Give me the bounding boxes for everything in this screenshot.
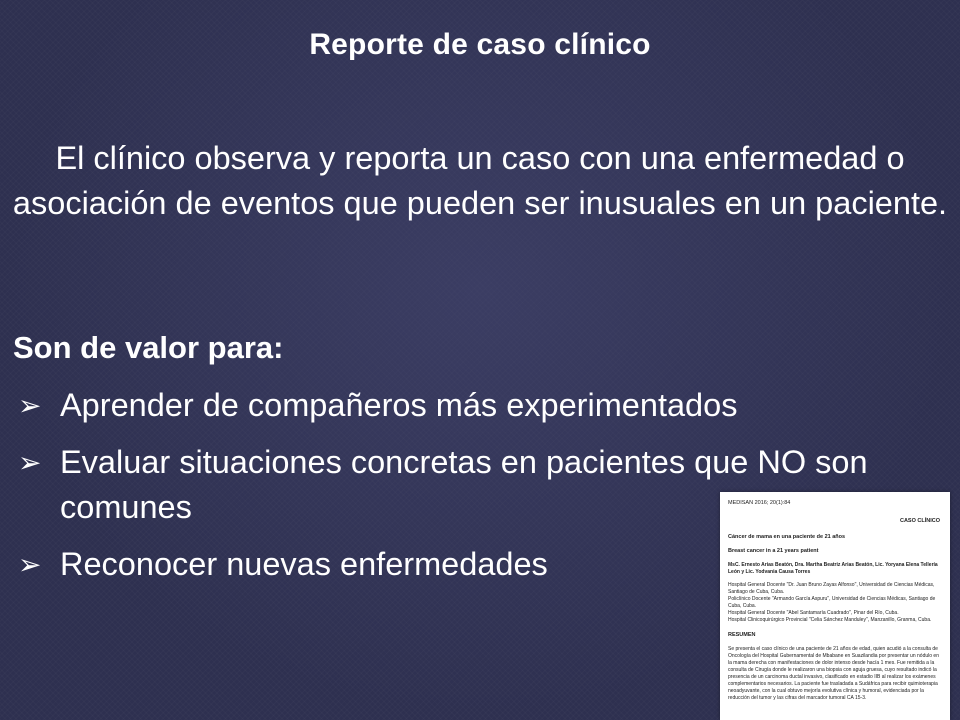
abstract-text: Se presenta el caso clínico de una paciente de 21 años de edad, quien acudió a la consulta de Oncología del Hospital Gubernamental de Mbabane en Suazilandia por presentar un nódulo en la mama derecha con manifestaciones de dolor intenso desde hacía 1 mes. Fue remitida a la consulta de Cirugía donde le realizaron una biopsia con aguja gruesa, cuyo resultado indicó la presencia de un carcinoma ductal invasivo, clasificado en estadio IIB al realizar los exámenes complementarios necesarios. La paciente fue trasladada a Sudáfrica para recibir quimioterapia neoadyuvante, con la cual obtuvo mejoría evolutiva clínica y humoral, evidenciada por la reducción del tumor y las cifras del marcador tumoral CA 15-3. — [728, 646, 939, 701]
affiliation: Hospital Clinicoquirúrgico Provincial "Celia Sánchez Manduley", Manzanillo, Granma, Cuba. — [728, 617, 932, 623]
arrow-bullet-icon: ➢ — [18, 390, 42, 421]
bullet-item — [18, 383, 953, 428]
bullet-text: Reconocer nuevas enfermedades — [60, 546, 548, 582]
article-authors: MsC. Ernesto Arias Beatón, Dra. Martha Beatriz Arias Beatón, Lic. Yoryana Elena Tellería León y Lic. Yodvania Causa Torres — [728, 562, 938, 575]
article-type: CASO CLÍNICO — [899, 518, 940, 524]
section-heading: Son de valor para: — [13, 330, 284, 365]
slide-subtitle: El clínico observa y reporta un caso con una enfermedad o asociación de eventos que pueden ser inusuales en un paciente. — [12, 140, 948, 221]
article-title-es: Cáncer de mama en una paciente de 21 años — [728, 534, 846, 540]
affiliation: Hospital General Docente "Dr. Juan Bruno Zayas Alfonso", Universidad de Ciencias Médicas, Santiago de Cuba, Cuba. — [728, 582, 935, 595]
slide-title: Reporte de caso clínico — [309, 28, 651, 61]
article-title-en: Breast cancer in a 21 years patient — [728, 548, 819, 554]
bullet-text: Aprender de compañeros más experimentados — [60, 387, 738, 423]
affiliation: Policlínico Docente "Armando García Aspuru", Universidad de Ciencias Médicas, Santiago de Cuba, Cuba. — [728, 596, 936, 609]
affiliation: Hospital General Docente "Abel Santamaría Cuadrado", Pinar del Río, Cuba. — [728, 610, 899, 616]
article-thumbnail — [720, 492, 950, 720]
abstract-heading: RESUMEN — [728, 632, 756, 638]
bullet-text: Evaluar situaciones concretas en pacientes que NO son comunes — [60, 444, 868, 525]
arrow-bullet-icon: ➢ — [18, 447, 42, 478]
journal-citation: MEDISAN 2016; 20(1):84 — [728, 500, 791, 506]
arrow-bullet-icon: ➢ — [18, 549, 42, 580]
